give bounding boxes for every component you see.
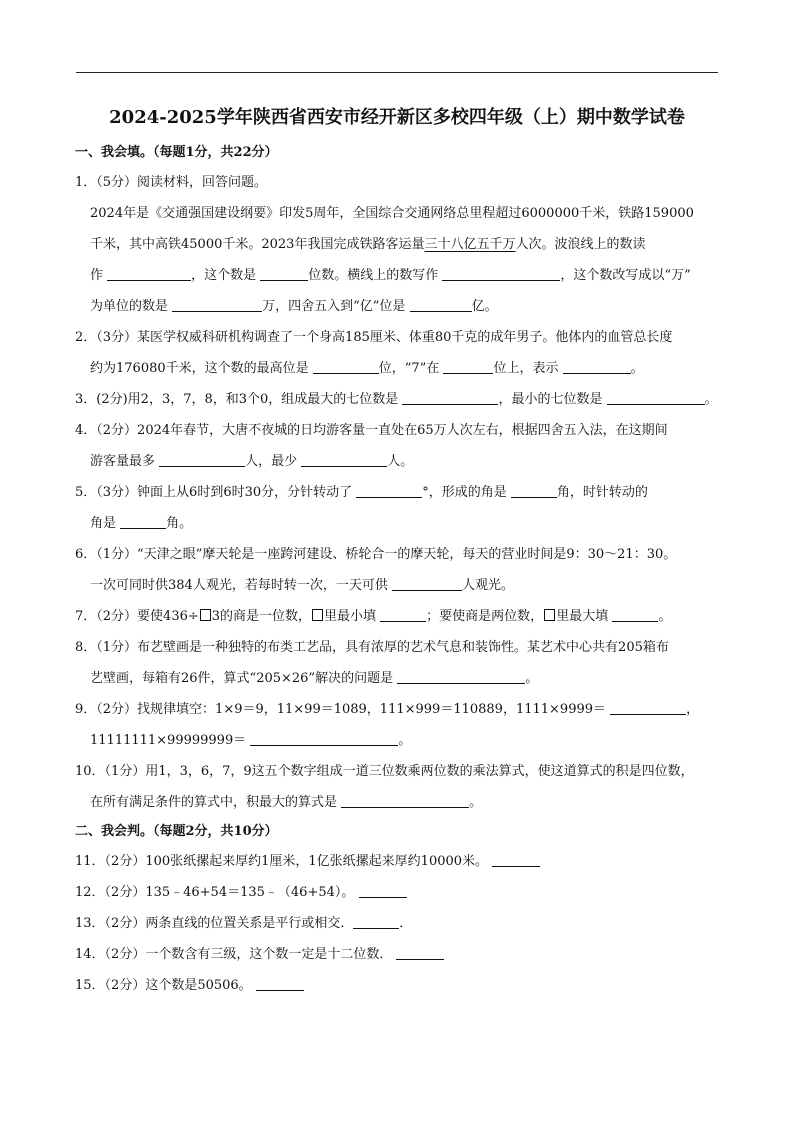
question-10 [75,756,723,818]
q3-text: ，最小的七位数是 [498,392,607,407]
q7-text: 3的商是一位数， [211,609,312,624]
answer-blank[interactable] [612,607,658,622]
q8-text: 。 [525,671,539,686]
question-9-line-1 [75,694,723,725]
question-6-line-2 [75,570,723,601]
q6-text: 一次可同时供384人观光，若每时转一次，一天可供 [90,578,392,593]
q1-text: 人次。波浪线上的数读 [515,237,646,252]
question-1-line-2: 2024年是《交通强国建设纲要》印发5周年，全国综合交通网络总里程超过6000000千米，铁路159000 [90,206,694,221]
question-2 [75,322,723,384]
q5-text: 角是 [90,516,121,531]
question-9 [75,694,723,756]
question-2-line-2 [75,353,723,384]
q1-text: 位数。横线上的数写作 [308,268,443,283]
answer-blank[interactable] [607,390,705,405]
answer-blank[interactable] [313,359,379,374]
q6-text: 人观光。 [461,578,514,593]
q5-text: 角，时针转动的 [556,485,648,500]
question-4 [75,415,723,477]
q1-text: 千米，其中高铁45000千米。2023年我国完成铁路客运量 [90,237,425,252]
q3-text: 3．(2分)用2，3，7，8，和3个0，组成最大的七位数是 [75,392,403,407]
q4-text: 人，最少 [245,454,302,469]
q1-text: 万，四舍五入到“亿”位是 [262,299,410,314]
question-8-line-1: 8．（1分）布艺壁画是一种独特的布类工艺品，具有浓厚的艺术气息和装饰性。某艺术中心共有205箱布 [75,640,669,655]
question-1-line-5 [75,291,723,322]
section-fill-in-heading: 一、我会填。（每题1分，共22分） [75,145,278,160]
answer-blank[interactable] [492,852,540,867]
question-10-line-2 [75,787,723,818]
question-3 [75,384,723,415]
q3-text: 。 [704,392,718,407]
answer-blank[interactable] [402,390,498,405]
q15-text: 15．（2分）这个数是50506。 [75,978,256,993]
q8-text: 艺壁画，每箱有26件，算式“205×26”解决的问题是 [90,671,398,686]
q7-text: 7．（2分）要使436÷ [75,609,199,624]
answer-blank[interactable] [610,700,686,715]
question-5 [75,477,723,539]
answer-blank[interactable] [410,297,472,312]
box-placeholder-icon [312,609,323,621]
answer-blank[interactable] [159,452,245,467]
q14-text: 14．（2分）一个数含有三级，这个数一定是十二位数． [75,947,397,962]
q1-text: ，这个数改写成以“万” [560,268,691,283]
question-1-line-3 [75,229,723,260]
question-7 [75,601,723,632]
q5-text: 角。 [166,516,193,531]
question-5-line-2 [75,508,723,539]
q13-text: 13．（2分）两条直线的位置关系是平行或相交． [75,916,354,931]
question-6 [75,539,723,601]
q2-text: 位，“7”在 [378,361,444,376]
q1-wavy-number: 三十八亿五千万 [424,237,516,252]
answer-blank[interactable] [256,976,304,991]
question-1-line-4 [75,260,723,291]
question-8-line-2 [75,663,723,694]
q7-text: 。 [658,609,672,624]
q7-text: 里最小填 [324,609,381,624]
q10-text: 在所有满足条件的算式中，积最大的算式是 [90,795,342,810]
q13-text: ． [399,916,413,931]
answer-blank[interactable] [392,576,462,591]
question-6-line-1: 6．（1分）“天津之眼”摩天轮是一座跨河建设、桥轮合一的摩天轮，每天的营业时间是9：30～21：30。 [75,547,677,562]
q2-text: 约为176080千米，这个数的最高位是 [90,361,313,376]
answer-blank[interactable] [442,266,560,281]
answer-blank[interactable] [301,452,387,467]
answer-blank[interactable] [397,669,525,684]
exam-content [75,139,723,1001]
q7-text: ；要使商是两位数， [426,609,544,624]
q2-text: 位上，表示 [493,361,563,376]
answer-blank[interactable] [260,266,308,281]
q7-text: 里最大填 [556,609,613,624]
question-4-line-2 [75,446,723,477]
answer-blank[interactable] [396,945,444,960]
answer-blank[interactable] [250,731,398,746]
q9-text: 11111111×99999999＝ [90,733,251,748]
q1-text: 作 [90,268,108,283]
answer-blank[interactable] [172,297,262,312]
question-1 [75,167,723,322]
answer-blank[interactable] [380,607,426,622]
question-15 [75,970,723,1001]
answer-blank[interactable] [359,883,407,898]
question-12 [75,877,723,908]
q10-text: 。 [469,795,483,810]
q5-text: 5．（3分）钟面上从6时到6时30分，分针转动了 [75,485,357,500]
answer-blank[interactable] [443,359,493,374]
question-8 [75,632,723,694]
q5-text: °，形成的角是 [422,485,511,500]
q2-text: 。 [630,361,644,376]
q4-text: 人。 [387,454,414,469]
answer-blank[interactable] [120,514,166,529]
answer-blank[interactable] [511,483,557,498]
answer-blank[interactable] [356,483,422,498]
answer-blank[interactable] [341,793,469,808]
question-14 [75,939,723,970]
question-11 [75,846,723,877]
q1-text: ，这个数是 [191,268,261,283]
q9-text: 。 [398,733,412,748]
answer-blank[interactable] [353,914,399,929]
q11-text: 11．（2分）100张纸摞起来厚约1厘米，1亿张纸摞起来厚约10000米。 [75,854,493,869]
question-2-line-1: 2．（3分）某医学权威科研机构调查了一个身高185厘米、体重80千克的成年男子。他体内的血管总长度 [75,330,673,345]
q1-text: 为单位的数是 [90,299,173,314]
answer-blank[interactable] [563,359,631,374]
q9-text: 9．（2分）找规律填空：1×9＝9，11×99＝1089，111×999＝110889，1111×9999＝ [75,702,611,717]
question-13 [75,908,723,939]
section-judge-heading: 二、我会判。（每题2分，共10分） [75,824,278,839]
q1-text: 亿。 [471,299,498,314]
question-5-line-1 [75,477,723,508]
header-rule [76,72,718,73]
box-placeholder-icon [544,609,555,621]
question-9-line-2 [75,725,723,756]
q12-text: 12．（2分）135﹣46+54＝135﹣（46+54）。 [75,885,359,900]
question-10-line-1: 10．（1分）用1，3，6，7，9这五个数字组成一道三位数乘两位数的乘法算式，使这道算式的积是四位数， [75,764,694,779]
q4-text: 游客量最多 [90,454,160,469]
page-title: 2024-2025学年陕西省西安市经开新区多校四年级（上）期中数学试卷 [109,107,685,128]
box-placeholder-icon [200,609,211,621]
q9-text: ， [686,702,700,717]
question-1-line-1: 1．（5分）阅读材料，回答问题。 [75,175,268,190]
answer-blank[interactable] [107,266,191,281]
question-4-line-1: 4．（2分）2024年春节，大唐不夜城的日均游客量一直处在65万人次左右，根据四舍五入法，在这期间 [75,423,668,438]
